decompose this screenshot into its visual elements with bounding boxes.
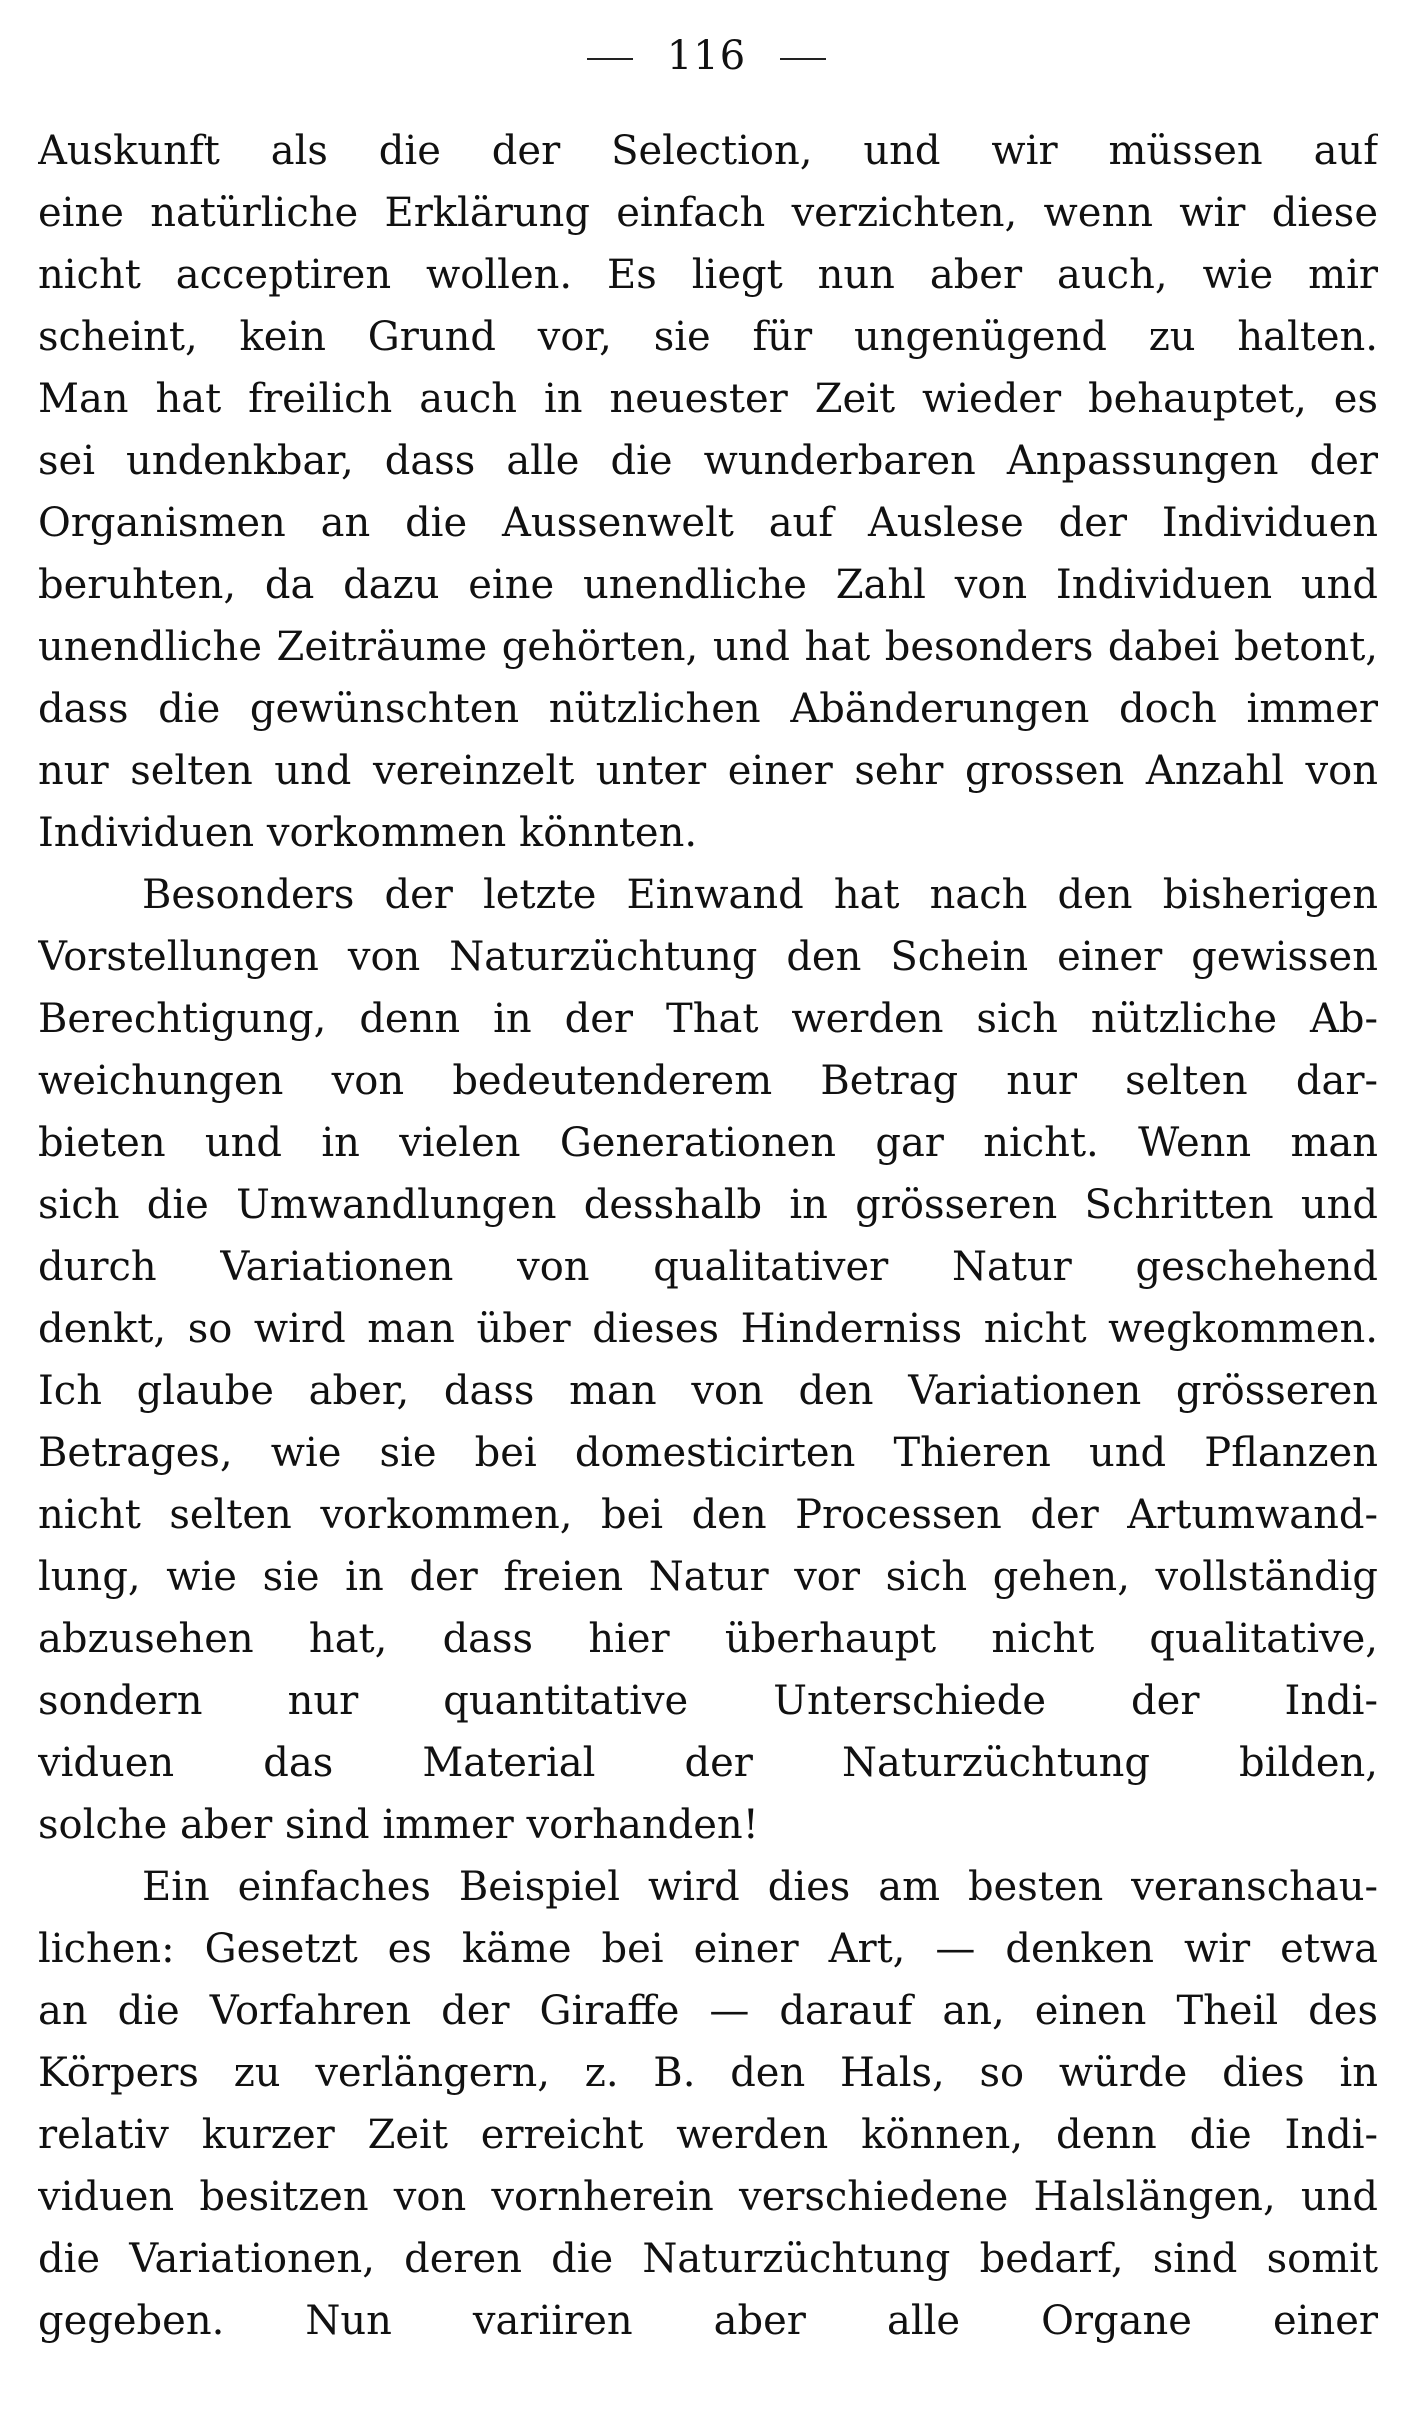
text-line: Ein einfaches Beispiel wird dies am besten veranschau- [142, 1864, 1378, 1910]
text-line: nur selten und vereinzelt unter einer sehr grossen Anzahl von [38, 748, 1378, 794]
text-line: dass die gewünschten nützlichen Abänderungen doch immer [38, 686, 1378, 732]
text-line: beruhten, da dazu eine unendliche Zahl von Individuen und [38, 562, 1378, 608]
text-line: Körpers zu verlängern, z. B. den Hals, so würde dies in [38, 2050, 1378, 2096]
text-line: gegeben. Nun variiren aber alle Organe einer [38, 2298, 1378, 2344]
text-line: Ich glaube aber, dass man von den Variationen grösseren [38, 1368, 1378, 1414]
text-line: relativ kurzer Zeit erreicht werden können, denn die Indi- [38, 2112, 1378, 2158]
text-line: lung, wie sie in der freien Natur vor sich gehen, vollständig [38, 1554, 1378, 1600]
text-line: Organismen an die Aussenwelt auf Auslese der Individuen [38, 500, 1378, 546]
text-line: solche aber sind immer vorhanden! [38, 1802, 759, 1848]
text-line: scheint, kein Grund vor, sie für ungenügend zu halten. [38, 314, 1378, 360]
header-dash-left [587, 58, 633, 60]
text-line: an die Vorfahren der Giraffe — darauf an, einen Theil des [38, 1988, 1378, 2034]
text-line: nicht selten vorkommen, bei den Processen der Artumwand- [38, 1492, 1378, 1538]
text-line: viduen besitzen von vornherein verschiedene Halslängen, und [38, 2174, 1378, 2220]
text-line: Vorstellungen von Naturzüchtung den Schein einer gewissen [38, 934, 1378, 980]
text-line: Individuen vorkommen könnten. [38, 810, 698, 856]
text-line: die Variationen, deren die Naturzüchtung bedarf, sind somit [38, 2236, 1378, 2282]
text-line: denkt, so wird man über dieses Hinderniss nicht wegkommen. [38, 1306, 1378, 1352]
body-text [38, 120, 1378, 2352]
text-line: weichungen von bedeutenderem Betrag nur selten dar- [38, 1058, 1378, 1104]
text-line: sondern nur quantitative Unterschiede der Indi- [38, 1678, 1378, 1724]
text-line: bieten und in vielen Generationen gar nicht. Wenn man [38, 1120, 1378, 1166]
text-line: Berechtigung, denn in der That werden sich nützliche Ab- [38, 996, 1378, 1042]
text-line: abzusehen hat, dass hier überhaupt nicht qualitative, [38, 1616, 1378, 1662]
text-line: Betrages, wie sie bei domesticirten Thieren und Pflanzen [38, 1430, 1378, 1476]
page-header [0, 28, 1413, 84]
text-line: eine natürliche Erklärung einfach verzichten, wenn wir diese [38, 190, 1378, 236]
text-line: unendliche Zeiträume gehörten, und hat besonders dabei betont, [38, 624, 1378, 670]
header-dash-right [780, 58, 826, 60]
text-line: Man hat freilich auch in neuester Zeit wieder behauptet, es [38, 376, 1378, 422]
text-line: lichen: Gesetzt es käme bei einer Art, — denken wir etwa [38, 1926, 1378, 1972]
text-line: Besonders der letzte Einwand hat nach den bisherigen [142, 872, 1378, 918]
text-line: durch Variationen von qualitativer Natur geschehend [38, 1244, 1378, 1290]
text-line: Auskunft als die der Selection, und wir müssen auf [38, 128, 1378, 174]
text-line: nicht acceptiren wollen. Es liegt nun aber auch, wie mir [38, 252, 1378, 298]
page-number: 116 [666, 33, 747, 79]
text-line: sei undenkbar, dass alle die wunderbaren Anpassungen der [38, 438, 1378, 484]
text-line: sich die Umwandlungen desshalb in grösseren Schritten und [38, 1182, 1378, 1228]
text-line: viduen das Material der Naturzüchtung bilden, [38, 1740, 1378, 1786]
